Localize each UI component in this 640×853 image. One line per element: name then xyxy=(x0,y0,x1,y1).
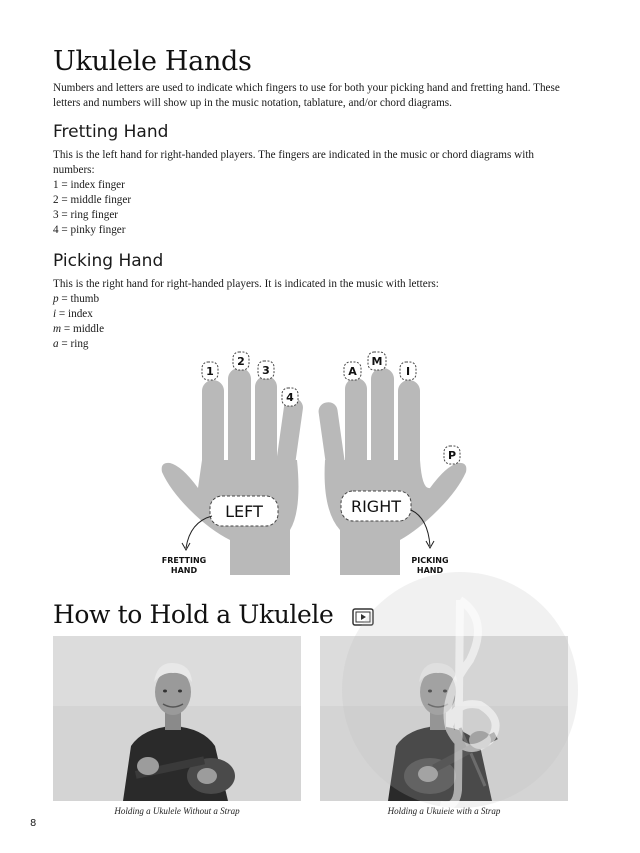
picking-desc: This is the right hand for right-handed players. It is indicated in the music with letters: xyxy=(53,278,439,290)
picking-caption-line-1: PICKING xyxy=(411,556,449,565)
picking-caption-line-2: HAND xyxy=(416,566,444,575)
intro-text-line-2: letters and numbers will show up in the music notation, tablature, and/or chord diagrams. xyxy=(53,97,452,109)
fretting-desc-line-2: numbers: xyxy=(53,164,95,176)
finger-label-a: A xyxy=(348,365,357,378)
fretting-desc-line-1: This is the left hand for right-handed players. The fingers are indicated in the music or chord diagrams with xyxy=(53,149,535,161)
video-play-icon[interactable] xyxy=(352,608,374,626)
photo-without-strap xyxy=(53,636,301,801)
section-title-hold: How to Hold a Ukulele xyxy=(53,600,334,629)
list-item: 1 = index finger xyxy=(53,179,125,191)
fretting-finger-list xyxy=(53,178,131,238)
picking-hand-heading: Picking Hand xyxy=(53,251,164,271)
list-item: p = thumb xyxy=(53,293,100,305)
page-number: 8 xyxy=(30,818,37,829)
photo-caption-2: Holding a Ukulele with a Strap xyxy=(387,806,501,816)
fretting-hand-heading: Fretting Hand xyxy=(53,122,169,142)
list-item: 2 = middle finger xyxy=(53,194,132,206)
finger-label-2: 2 xyxy=(237,355,245,368)
finger-label-m: M xyxy=(371,355,383,368)
hands-diagram xyxy=(150,350,480,580)
intro-text-line-1: Numbers and letters are used to indicate which fingers to use for both your picking hand and fretting hand. These xyxy=(53,82,560,94)
photo-caption-1: Holding a Ukulele Without a Strap xyxy=(114,806,240,816)
list-item: 4 = pinky finger xyxy=(53,224,126,236)
photo-with-strap xyxy=(320,636,568,801)
list-item: 3 = ring finger xyxy=(53,209,119,221)
page-title: Ukulele Hands xyxy=(53,46,252,77)
finger-label-p: P xyxy=(447,449,457,462)
fretting-caption-line-1: FRETTING xyxy=(161,556,207,565)
list-item: m = middle xyxy=(53,323,105,335)
picking-finger-list xyxy=(53,292,104,352)
list-item: a = ring xyxy=(53,338,89,350)
finger-label-i: I xyxy=(405,365,411,378)
right-hand-illustration xyxy=(317,368,466,575)
finger-label-3: 3 xyxy=(262,364,270,377)
finger-label-1: 1 xyxy=(206,365,214,378)
list-item: i = index xyxy=(53,308,93,320)
left-hand-label: LEFT xyxy=(225,502,263,521)
finger-label-4: 4 xyxy=(286,391,294,404)
right-hand-label: RIGHT xyxy=(350,497,402,516)
fretting-caption-line-2: HAND xyxy=(170,566,198,575)
